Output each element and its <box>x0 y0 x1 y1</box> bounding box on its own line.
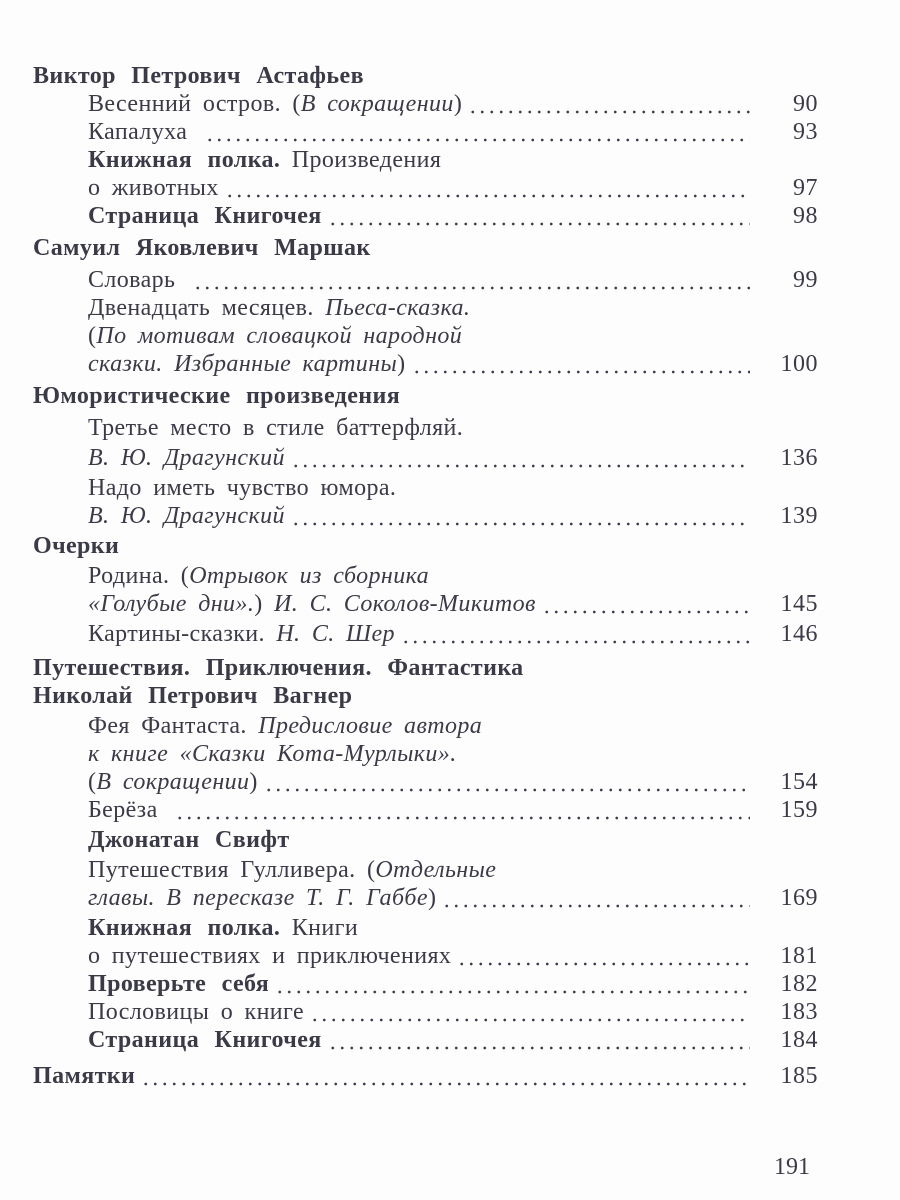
entry-text: ( <box>88 769 97 795</box>
toc-entry <box>0 294 818 322</box>
entry-italic-text: Пьеса-сказка. <box>325 295 471 321</box>
toc-entry <box>0 382 818 410</box>
toc-entry <box>0 414 818 442</box>
dot-leader <box>291 444 750 472</box>
dot-leader <box>442 884 750 912</box>
dot-leader <box>328 202 750 230</box>
entry-text: Словарь <box>88 267 187 293</box>
entry-page-number: 159 <box>780 797 818 823</box>
toc-entry <box>0 590 818 618</box>
entry-italic-text: Отдельные <box>375 857 497 883</box>
entry-page-number: 145 <box>780 591 818 617</box>
entry-heading: Николай Петрович Вагнер <box>33 683 353 709</box>
entry-italic-text: В сокращении <box>300 91 454 117</box>
toc-entry <box>0 914 818 942</box>
entry-text: ( <box>88 323 97 349</box>
entry-text: о животных <box>88 175 219 201</box>
toc-entry <box>0 970 818 998</box>
entry-text: ) <box>254 591 275 617</box>
entry-text: Весенний остров. ( <box>88 91 301 117</box>
entry-page-number: 182 <box>780 971 818 997</box>
dot-leader <box>412 350 750 378</box>
entry-heading: Самуил Яковлевич Маршак <box>33 235 371 261</box>
entry-italic-text: По мотивам словацкой народной <box>96 323 463 349</box>
toc-entry <box>0 740 818 768</box>
entry-heading: Страница Книгочея <box>88 203 322 229</box>
entry-text: ) <box>427 885 437 911</box>
toc-entry <box>0 474 818 502</box>
dot-leader <box>457 942 750 970</box>
toc-entry <box>0 174 818 202</box>
entry-heading: Юмористические произведения <box>33 383 401 409</box>
entry-heading: Проверьте себя <box>88 971 270 997</box>
dot-leader <box>468 90 750 118</box>
dot-leader <box>205 118 750 146</box>
entry-text: Путешествия Гулливера. ( <box>88 857 376 883</box>
entry-page-number: 99 <box>793 267 818 293</box>
dot-leader <box>193 266 750 294</box>
entry-text: ) <box>453 91 463 117</box>
toc-entry <box>0 532 818 560</box>
dot-leader <box>328 1026 750 1054</box>
entry-text: о путешествиях и приключениях <box>88 943 452 969</box>
entry-text: Родина. ( <box>88 563 190 589</box>
dot-leader <box>225 174 750 202</box>
entry-text: ) <box>249 769 258 795</box>
entry-heading: Памятки <box>33 1063 136 1089</box>
toc-entry <box>0 62 818 90</box>
entry-italic-text: сказки. Избранные картины <box>88 351 398 377</box>
entry-text: Капалуха <box>88 119 199 145</box>
dot-leader <box>401 620 750 648</box>
entry-text: Третье место в стиле баттерфляй. <box>88 415 464 441</box>
toc-entry <box>0 322 818 350</box>
toc-entry <box>0 826 818 854</box>
entry-italic-text: Н. С. Шер <box>276 621 395 647</box>
entry-heading: Путешествия. Приключения. Фантастика <box>33 655 524 681</box>
entry-page-number: 98 <box>793 203 818 229</box>
entry-text: Книги <box>280 915 359 941</box>
toc-entry <box>0 942 818 970</box>
entry-text: ) <box>397 351 406 377</box>
dot-leader <box>264 768 750 796</box>
toc-entry <box>0 620 818 648</box>
entry-heading: Очерки <box>33 533 120 559</box>
entry-page-number: 169 <box>780 885 818 911</box>
toc-entry <box>0 796 818 824</box>
entry-text: Двенадцать месяцев. <box>88 295 326 321</box>
toc-entry <box>0 712 818 740</box>
entry-italic-text: Отрывок из сборника <box>189 563 430 589</box>
toc-entry <box>0 90 818 118</box>
entry-heading: Книжная полка. <box>88 915 281 941</box>
entry-page-number: 97 <box>793 175 818 201</box>
dot-leader <box>291 502 750 530</box>
entry-text: Фея Фантаста. <box>88 713 259 739</box>
dot-leader <box>175 796 750 824</box>
entry-text: Берёза <box>88 797 170 823</box>
entry-page-number: 90 <box>793 91 818 117</box>
toc-entry <box>0 998 818 1026</box>
dot-leader <box>141 1062 750 1090</box>
toc-entry <box>0 562 818 590</box>
entry-page-number: 146 <box>780 621 818 647</box>
toc-entry <box>0 768 818 796</box>
page-number: 191 <box>774 1154 810 1180</box>
entry-page-number: 93 <box>793 119 818 145</box>
entry-heading: Книжная полка. <box>88 147 281 173</box>
entry-text: Картины-сказки. <box>88 621 277 647</box>
entry-page-number: 154 <box>780 769 818 795</box>
entry-page-number: 185 <box>780 1063 818 1089</box>
toc-entry <box>0 118 818 146</box>
entry-page-number: 136 <box>780 445 818 471</box>
toc-entry <box>0 856 818 884</box>
entry-italic-text: В. Ю. Драгунский <box>88 503 285 529</box>
dot-leader <box>310 998 750 1026</box>
entry-page-number: 184 <box>780 1027 818 1053</box>
dot-leader <box>275 970 750 998</box>
toc-entry <box>0 444 818 472</box>
entry-page-number: 100 <box>780 351 818 377</box>
entry-text: Пословицы о книге <box>88 999 305 1025</box>
toc-entry <box>0 146 818 174</box>
entry-page-number: 181 <box>780 943 818 969</box>
entry-italic-text: Предисловие автора <box>258 713 483 739</box>
toc-entry <box>0 654 818 682</box>
toc-entry <box>0 1026 818 1054</box>
entry-heading: Виктор Петрович Астафьев <box>33 63 364 89</box>
toc-entry <box>0 350 818 378</box>
entry-italic-text: «Голубые дни». <box>88 591 255 617</box>
toc-entry <box>0 1062 818 1090</box>
entry-italic-text: В. Ю. Драгунский <box>88 445 285 471</box>
toc-entry <box>0 202 818 230</box>
entry-text: Произведения <box>280 147 442 173</box>
toc-entry <box>0 682 818 710</box>
entry-italic-text: к книге «Сказки Кота-Мурлыки». <box>88 741 457 767</box>
entry-text: Надо иметь чувство юмора. <box>88 475 397 501</box>
toc-entry <box>0 884 818 912</box>
toc-entry <box>0 502 818 530</box>
entry-page-number: 139 <box>780 503 818 529</box>
toc-entry <box>0 234 818 262</box>
toc-entry <box>0 266 818 294</box>
entry-italic-text: И. С. Соколов-Микитов <box>274 591 536 617</box>
entry-italic-text: главы. В пересказе Т. Г. Габбе <box>88 885 428 911</box>
entry-italic-text: В сокращении <box>96 769 250 795</box>
entry-heading: Страница Книгочея <box>88 1027 322 1053</box>
entry-page-number: 183 <box>780 999 818 1025</box>
dot-leader <box>542 590 750 618</box>
entry-heading: Джонатан Свифт <box>88 827 290 853</box>
